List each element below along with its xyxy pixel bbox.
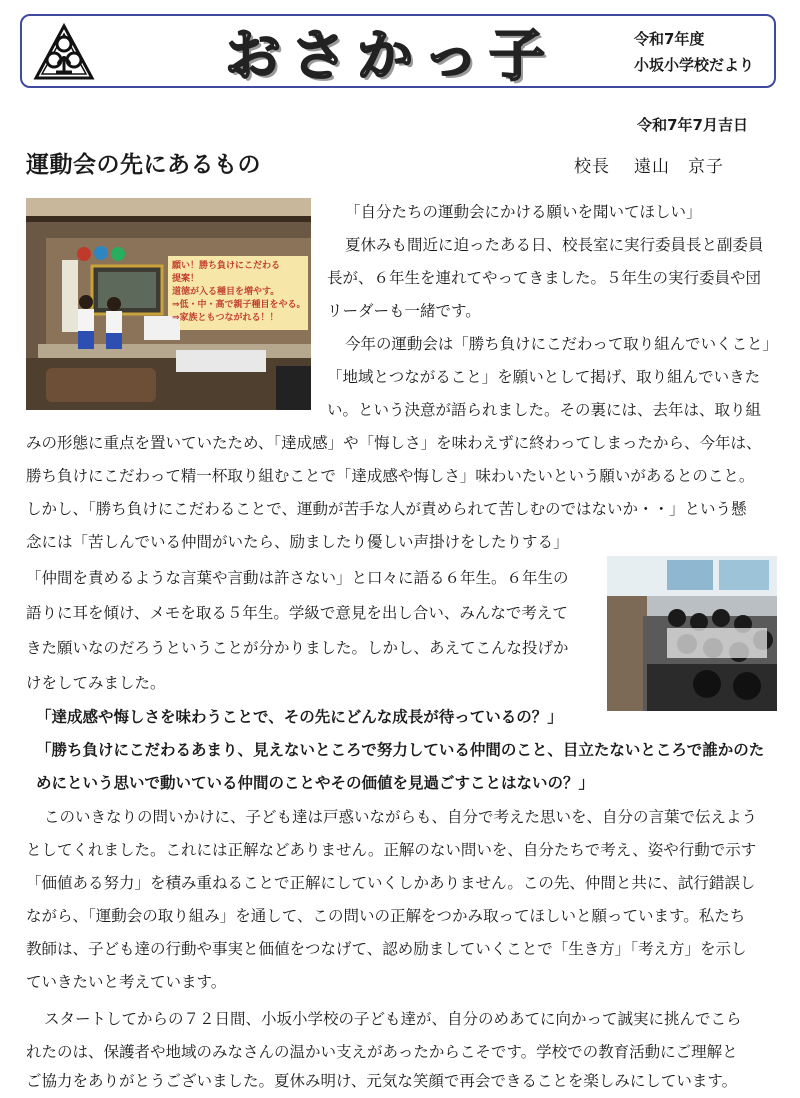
question-line: めにという思いで動いている仲間のことやその価値を見過ごすことはないの？」: [36, 774, 595, 792]
poster-text: [172, 260, 306, 325]
masthead: [20, 14, 776, 88]
photo-classroom-scene: [607, 556, 777, 711]
author-role: 校長: [574, 157, 610, 177]
poster-line: ⇒低・中・高で親子種目をやる。: [172, 300, 306, 310]
photo-classroom: [607, 556, 777, 711]
newsletter-title-art: おさかっ子: [225, 24, 555, 89]
poster-line: 道徳が入る種目を増やす。: [172, 287, 280, 297]
paragraph-line: としてくれました。これには正解などありません。正解のない問いを、自分たちで考え、姿や行動で示す: [26, 841, 757, 859]
paragraph-line: ご協力をありがとうございました。夏休み明け、元気な笑顔で再会できることを楽しみにしています。: [26, 1072, 738, 1090]
poster-line: 願い！勝ち負けにこだわる: [172, 261, 281, 271]
paragraph-line: ながら、「運動会の取り組み」を通して、この問いの正解をつかみ取ってほしいと願っています。私たち: [26, 907, 746, 925]
paragraph-line: 「自分たちの運動会にかける願いを聞いてほしい」: [345, 203, 702, 221]
paragraph-line: 語りに耳を傾け、メモを取る５年生。学級で意見を出し合い、みんなで考えて: [26, 604, 568, 622]
paragraph-line: ていきたいと考えています。: [26, 973, 227, 991]
paragraph-line: 「価値ある努力」を積み重ねることで正解にしていくしかありません。この先、仲間と共に、試行錯誤し: [26, 874, 756, 892]
paragraph-line: このいきなりの問いかけに、子ども達は戸惑いながらも、自分で考えた思いを、自分の言葉で伝えよう: [44, 808, 758, 826]
paragraph-line: 「仲間を責めるような言葉や言動は許さない」と口々に語る６年生。６年生の: [26, 569, 569, 587]
paragraph-line: 夏休みも間近に迫ったある日、校長室に実行委員長と副委員: [345, 236, 764, 254]
fiscal-year: 令和7年度: [634, 30, 705, 48]
paragraph-line: 今年の運動会は「勝ち負けにこだわって取り組んでいくこと」: [345, 335, 778, 353]
paragraph-line: 教師は、子ども達の行動や事実と価値をつなげて、認め励ましていくことで「生き方」「考え方」を示し: [26, 940, 747, 958]
paragraph-line: れたのは、保護者や地域のみなさんの温かい支えがあったからこそです。学校での教育活動にご理解と: [26, 1043, 738, 1061]
header-meta: [634, 26, 754, 78]
article-title: 運動会の先にあるもの: [26, 152, 261, 178]
poster-line: 提案！: [172, 274, 200, 284]
paragraph-line: みの形態に重点を置いていたため、「達成感」や「悔しさ」を味わえずに終わってしまったから、今年は、: [26, 434, 762, 452]
author-name: 遠山 京子: [634, 157, 724, 177]
question-line: 「勝ち負けにこだわるあまり、見えないところで努力している仲間のこと、目立たないところで誰かのた: [36, 741, 765, 759]
paragraph-line: 勝ち負けにこだわって精一杯取り組むことで「達成感や悔しさ」味わいたいという願いがあるとのこと。: [26, 467, 755, 485]
paragraph-line: 念には「苦しんでいる仲間がいたら、励ましたり優しい声掛けをしたりする」: [26, 533, 569, 551]
paragraph-line: スタートしてからの７２日間、小坂小学校の子ども達が、自分のめあてに向かって誠実に挑んでこら: [44, 1010, 742, 1028]
paragraph-line: しかし、「勝ち負けにこだわることで、運動が苦手な人が責められて苦しむのではないか・・」という懸: [26, 500, 747, 518]
author-line: [574, 152, 724, 177]
newsletter-name: 小坂小学校だより: [634, 56, 755, 74]
school-emblem-icon: [32, 22, 96, 82]
paragraph-line: 長が、６年生を連れてやってきました。５年生の実行委員や団: [327, 269, 762, 287]
question-line: 「達成感や悔しさを味わうことで、その先にどんな成長が待っているの？」: [36, 708, 563, 726]
paragraph-line: リーダーも一緒です。: [327, 302, 481, 320]
paragraph-line: けをしてみました。: [26, 674, 166, 692]
paragraph-line: きた願いなのだろうということが分かりました。しかし、あえてこんな投げか: [26, 639, 569, 657]
paragraph-line: 「地域とつながること」を願いとして掲げ、取り組んでいきた: [327, 368, 761, 386]
paragraph-line: い。という決意が語られました。その裏には、去年は、取り組: [327, 401, 762, 419]
issue-date: 令和7年7月吉日: [637, 116, 748, 134]
photo-principal-office: [26, 198, 311, 410]
poster-line: ⇒家族ともつながれる！！: [172, 313, 279, 323]
